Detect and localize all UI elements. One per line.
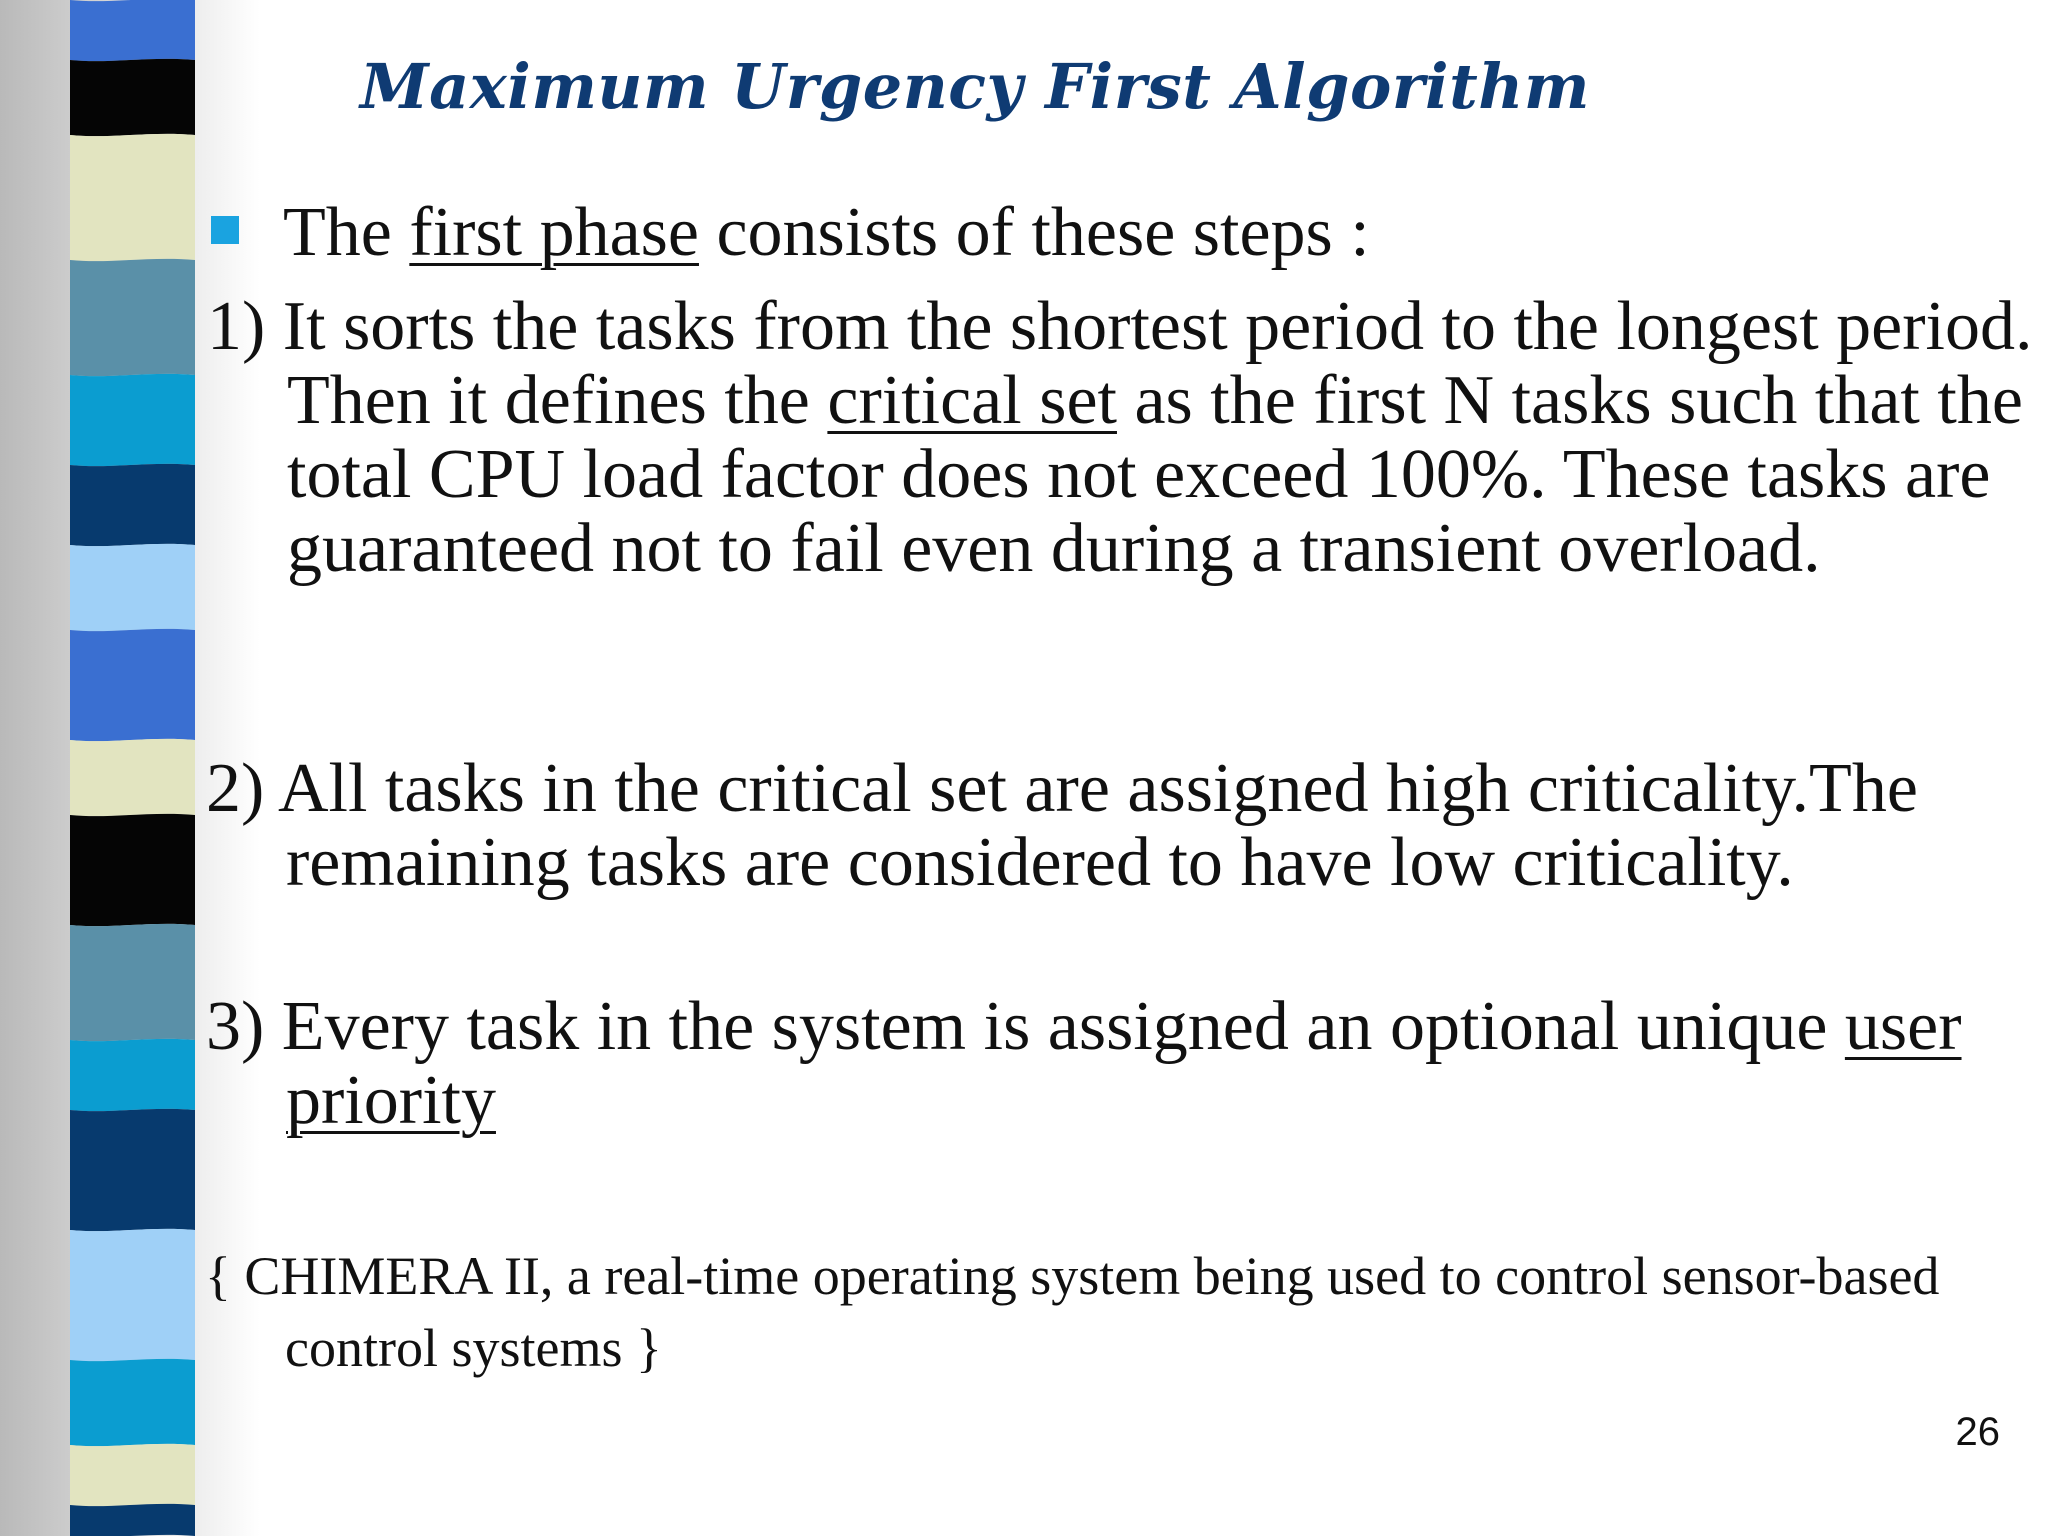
step-1-pre: 1) It sorts the tasks from the shortest period to the longest period. Then it defines the	[207, 288, 2033, 439]
bullet-square-icon	[211, 216, 239, 244]
step-1	[207, 290, 2047, 586]
slide-title: Maximum Urgency First Algorithm	[360, 50, 1590, 123]
stripe-band	[70, 134, 195, 261]
step-2: 2) All tasks in the critical set are assigned high criticality.The remaining tasks are considered to have low criticality.	[206, 750, 1918, 901]
stripe-band	[70, 739, 195, 816]
bullet-text-post: consists of these steps :	[698, 194, 1370, 271]
step-1-post: as the first N tasks such that the total CPU load factor does not exceed 100%. These tasks are guaranteed not to fail even during a transient overload.	[287, 362, 2023, 587]
stripe-band	[70, 924, 195, 1041]
bullet-text-pre: The	[283, 194, 410, 271]
page-number: 26	[1955, 1410, 2000, 1454]
stripe-band	[70, 1444, 195, 1506]
stripe-band	[70, 544, 195, 631]
term-user-priority: user priority	[286, 988, 1962, 1139]
stripe-band	[70, 814, 195, 926]
stripe-band	[70, 0, 195, 61]
stripe-band	[70, 1229, 195, 1361]
term-critical-set: critical set	[827, 362, 1117, 439]
stripe-band	[70, 374, 195, 466]
step-3-pre: 3) Every task in the system is assigned an optional unique	[206, 988, 1845, 1065]
stripe-band	[70, 1039, 195, 1111]
stripe-band	[70, 59, 195, 136]
term-first-phase: first phase	[409, 194, 699, 271]
stripe-band	[70, 259, 195, 376]
stripe-band	[70, 629, 195, 741]
stripe-band	[70, 1504, 195, 1536]
step-3	[206, 990, 2046, 1138]
stripe-band	[70, 464, 195, 546]
stripe-band	[70, 1109, 195, 1231]
chimera-note: { CHIMERA II, a real-time operating system being used to control sensor-based control systems }	[205, 1246, 1940, 1378]
stripe-band	[70, 1359, 195, 1446]
bullet-first-phase	[213, 194, 1370, 272]
